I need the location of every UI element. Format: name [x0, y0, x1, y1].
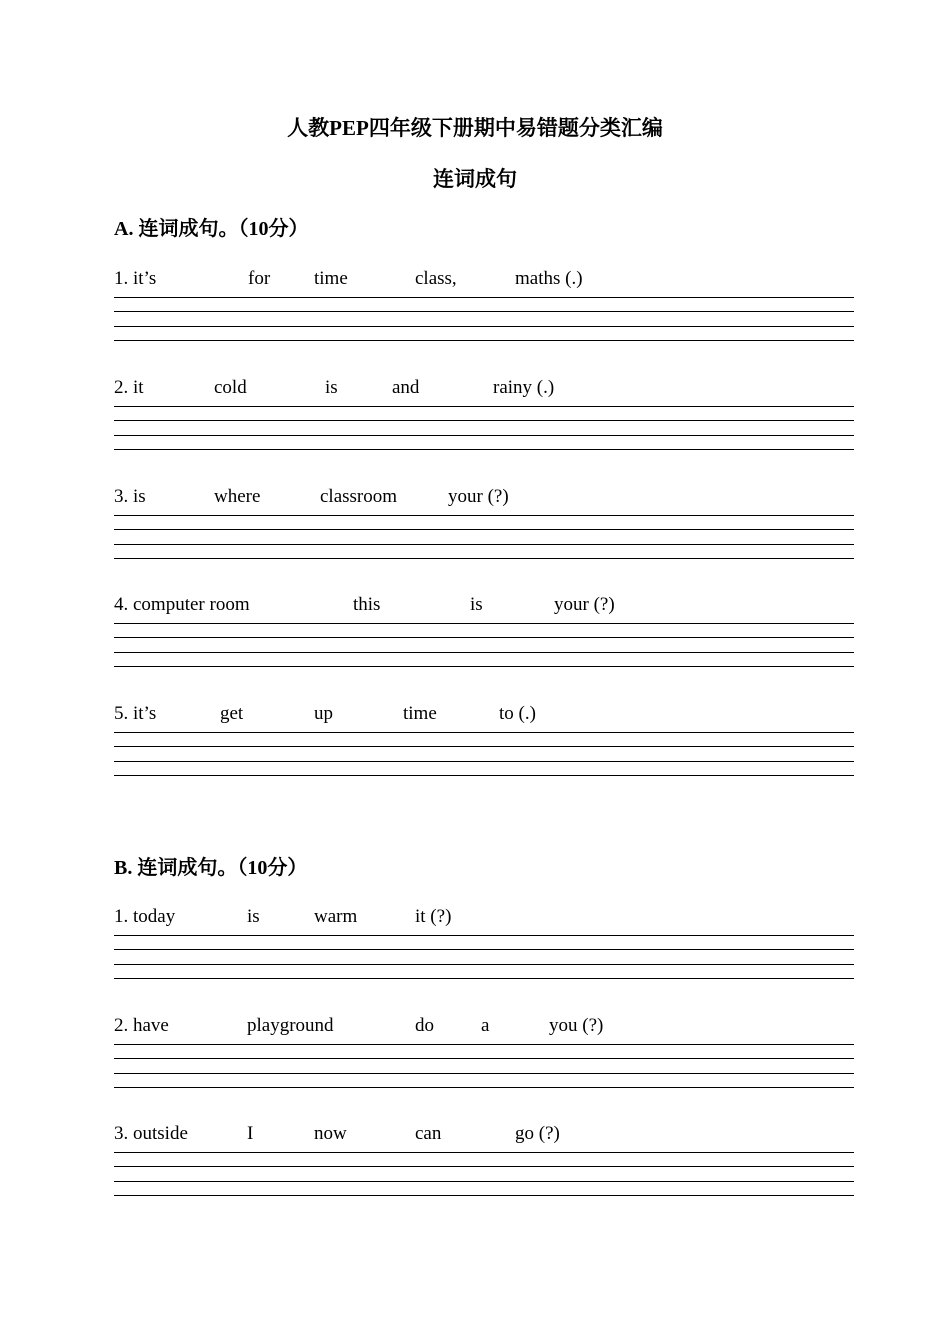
page-title: 人教PEP四年级下册期中易错题分类汇编 [287, 116, 663, 140]
word: 1. it’s [114, 268, 157, 289]
word-list [114, 702, 854, 726]
word: is [325, 377, 338, 398]
word: now [314, 1123, 347, 1144]
question-a-2 [114, 376, 854, 466]
word: 2. it [114, 377, 144, 398]
question-a-5 [114, 702, 854, 792]
section-b-header: B. 连词成句。（10分） [114, 857, 308, 879]
word-list [114, 1014, 854, 1038]
word: up [314, 703, 333, 724]
word: cold [214, 377, 247, 398]
word-list [114, 593, 854, 617]
word: and [392, 377, 420, 398]
question-a-3 [114, 485, 854, 575]
word: your (?) [554, 594, 615, 615]
word: it (?) [415, 906, 452, 927]
word: rainy (.) [493, 377, 555, 398]
page-subtitle: 连词成句 [433, 167, 517, 191]
word: for [248, 268, 271, 289]
word-list [114, 376, 854, 400]
word: to (.) [499, 703, 536, 724]
word: classroom [320, 486, 398, 507]
word: 1. today [114, 906, 176, 927]
word: get [220, 703, 244, 724]
word-list [114, 485, 854, 509]
word-list [114, 905, 854, 929]
word: go (?) [515, 1123, 560, 1144]
word: warm [314, 906, 358, 927]
word: maths (.) [515, 268, 583, 289]
word: a [481, 1015, 490, 1036]
word: do [415, 1015, 434, 1036]
question-b-2 [114, 1014, 854, 1104]
word: this [353, 594, 381, 615]
word: playground [247, 1015, 334, 1036]
word: 3. outside [114, 1123, 188, 1144]
word: you (?) [549, 1015, 604, 1036]
word: time [403, 703, 437, 724]
section-a-header: A. 连词成句。（10分） [114, 218, 309, 240]
word: is [470, 594, 483, 615]
word: your (?) [448, 486, 509, 507]
word: 5. it’s [114, 703, 157, 724]
question-b-1 [114, 905, 854, 995]
word: 4. computer room [114, 594, 250, 615]
word: 3. is [114, 486, 146, 507]
word: where [214, 486, 261, 507]
word-list [114, 267, 854, 291]
question-a-1 [114, 267, 854, 357]
question-a-4 [114, 593, 854, 683]
word: I [247, 1123, 254, 1144]
question-b-3 [114, 1122, 854, 1212]
word: time [314, 268, 348, 289]
word: 2. have [114, 1015, 169, 1036]
word: can [415, 1123, 442, 1144]
word: class, [415, 268, 457, 289]
word: is [247, 906, 260, 927]
word-list [114, 1122, 854, 1146]
